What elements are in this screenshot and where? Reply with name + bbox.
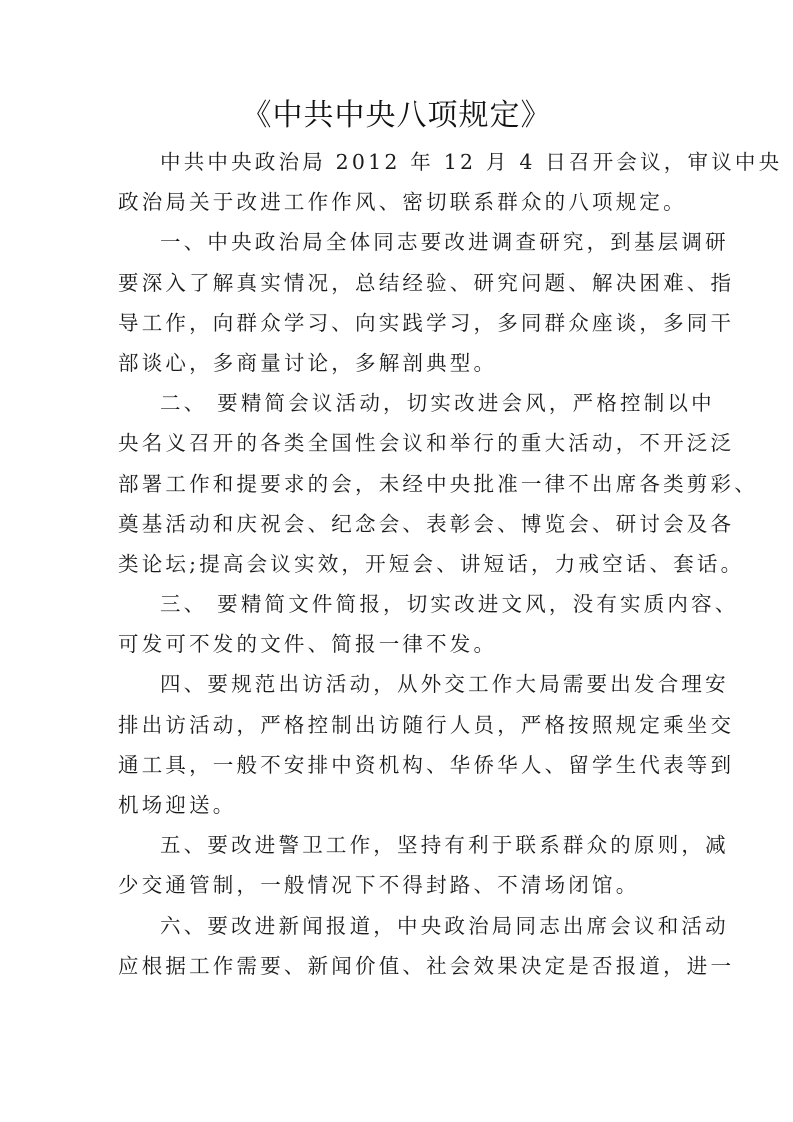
- paragraph-intro: [118, 142, 783, 222]
- paragraph-rule-6: [118, 906, 735, 986]
- text-line: 四、要规范出访活动，从外交工作大局需要出发合理安: [160, 672, 729, 697]
- paragraph-rule-5: [118, 825, 729, 905]
- paragraph-rule-1: [118, 222, 735, 383]
- text-line: 部署工作和提要求的会，未经中央批准一律不出席各类剪彩、: [118, 471, 758, 496]
- paragraph-rule-4: [118, 664, 735, 825]
- text-line: 部谈心，多商量讨论，多解剖典型。: [118, 350, 498, 375]
- text-line: 机场迎送。: [118, 793, 237, 817]
- text-line: 奠基活动和庆祝会、纪念会、表彰会、博览会、研讨会及各: [118, 511, 735, 536]
- text-line: 一、中央政治局全体同志要改进调查研究，到基层调研: [160, 230, 729, 255]
- text-line: 导工作，向群众学习、向实践学习，多同群众座谈，多同干: [118, 310, 735, 335]
- text-line: 要深入了解真实情况，总结经验、研究问题、解决困难、指: [118, 270, 735, 295]
- paragraph-rule-2: [118, 383, 758, 584]
- document-title: 《中共中央八项规定》: [241, 98, 552, 133]
- text-line: 中共中央政治局 2012 年 12 月 4 日召开会议，审议中央: [160, 150, 783, 174]
- text-line: 应根据工作需要、新闻价值、社会效果决定是否报道，进一: [118, 953, 735, 978]
- text-line: 二、 要精简会议活动，切实改进会风，严格控制以中: [160, 391, 715, 416]
- paragraph-rule-3: [118, 584, 739, 664]
- text-line: 五、要改进警卫工作，坚持有利于联系群众的原则，减: [160, 833, 729, 858]
- text-line: 通工具，一般不安排中资机构、华侨华人、留学生代表等到: [118, 752, 735, 777]
- text-line: 类论坛;提高会议实效，开短会、讲短话，力戒空话、套话。: [118, 551, 745, 576]
- document-body: [118, 142, 783, 986]
- text-line: 政治局关于改进工作作风、密切联系群众的八项规定。: [118, 190, 687, 215]
- text-line: 少交通管制，一般情况下不得封路、不清场闭馆。: [118, 873, 640, 898]
- text-line: 三、 要精简文件简报，切实改进文风，没有实质内容、: [160, 592, 739, 617]
- text-line: 可发可不发的文件、简报一律不发。: [118, 632, 498, 657]
- text-line: 六、要改进新闻报道，中央政治局同志出席会议和活动: [160, 913, 729, 938]
- text-line: 排出访活动，严格控制出访随行人员，严格按照规定乘坐交: [118, 712, 735, 737]
- text-line: 央名义召开的各类全国性会议和举行的重大活动，不开泛泛: [118, 431, 735, 456]
